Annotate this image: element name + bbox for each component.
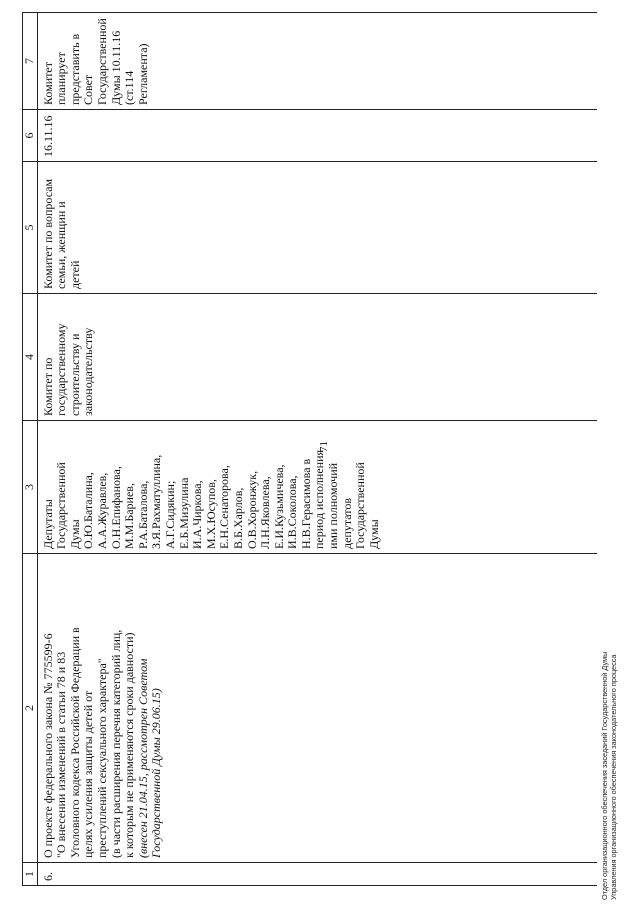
author-line: З.Я.Рахматуллина, xyxy=(149,454,164,549)
author-line: О.В.Хоронжук, xyxy=(244,470,259,549)
author-line: А.Г.Сидякин; xyxy=(162,480,177,549)
author-line: Думы xyxy=(67,519,82,549)
submission-note: Государственной Думы 29.06.15) xyxy=(149,688,164,858)
authors-cell xyxy=(37,421,597,554)
text-line: Уголовного кодекса Российской Федерации в xyxy=(67,627,82,858)
submission-note: (внесен 21.04.15, рассмотрен Советом xyxy=(135,658,150,858)
text-line: строительству и xyxy=(67,333,82,416)
header-col-1: 1 xyxy=(23,863,38,886)
header-col-4: 4 xyxy=(23,294,38,421)
plan-cell xyxy=(37,13,597,110)
author-line: М.М.Бариев, xyxy=(122,483,137,549)
text-line: целях усиления защиты детей от xyxy=(81,690,96,858)
text-line: "О внесении изменений в статьи 78 и 83 xyxy=(54,651,69,858)
text-line: законодательству xyxy=(81,327,96,416)
author-line: Н.В.Герасимова в xyxy=(298,458,313,549)
author-line: ими полномочий xyxy=(326,462,341,549)
text-line: представить в Совет xyxy=(67,33,96,105)
author-line: В.Б.Харлов, xyxy=(230,487,245,549)
author-line: Государственной xyxy=(54,462,69,549)
author-line: М.Х.Юсупов, xyxy=(203,479,218,549)
responsible-committee-cell xyxy=(37,294,597,421)
author-line: И.В.Соколова, xyxy=(285,475,300,549)
author-line: О.Н.Епифанова, xyxy=(108,466,123,549)
footer-line: Управления организационного обеспечения законодательного процесса xyxy=(609,654,618,900)
author-line: депутатов xyxy=(339,497,354,549)
authors-list xyxy=(42,425,382,549)
co-committee xyxy=(42,166,83,289)
bill-description-cell xyxy=(37,554,597,863)
author-line: И.А.Чиркова, xyxy=(190,480,205,549)
date-cell xyxy=(37,110,597,162)
landscape-sheet xyxy=(22,20,612,886)
header-col-6: 6 xyxy=(23,110,38,162)
text-line: О проекте федерального закона № 775599-6 xyxy=(40,633,55,858)
text-line: семьи, женщин и xyxy=(54,201,69,289)
responsible-committee xyxy=(42,298,96,416)
text-line: Думы 10.11.16 xyxy=(108,30,123,105)
author-line: О.Ю.Баталина, xyxy=(81,472,96,549)
author-line: Е.И.Кузьмичева, xyxy=(271,464,286,549)
table-row xyxy=(37,13,597,886)
author-line: Л.Н.Яковлева, xyxy=(258,476,273,549)
page-number: 71 xyxy=(318,441,330,452)
header-col-3: 3 xyxy=(23,421,38,554)
text-line: Комитет по вопросам xyxy=(40,178,55,289)
author-line: А.А.Журавлев, xyxy=(94,472,109,549)
date-value: 16.11.16 xyxy=(40,115,55,157)
header-col-5: 5 xyxy=(23,162,38,294)
text-line: государственному xyxy=(54,323,69,416)
header-row xyxy=(23,13,38,886)
row-number: 6. xyxy=(37,863,597,886)
plan-note xyxy=(42,17,151,105)
author-line: Думы xyxy=(366,519,381,549)
footer-line: Отдел организационного обеспечения заседаний Государственной Думы xyxy=(600,651,609,900)
author-line: Депутаты xyxy=(40,499,55,549)
text-line: детей xyxy=(67,260,82,289)
author-line: Е.Н.Сенаторова, xyxy=(217,465,232,549)
author-line: период исполнения xyxy=(312,449,327,549)
bills-table xyxy=(22,12,597,886)
text-line: к которым не применяются сроки давности) xyxy=(122,632,137,858)
text-line: (ст.114 Регламента) xyxy=(122,43,150,105)
text-line: преступлений сексуального характера" xyxy=(94,658,109,858)
text-line: Государственной xyxy=(94,18,109,105)
footer xyxy=(600,520,618,900)
co-committee-cell xyxy=(37,162,597,294)
text-line: (в части расширения перечня категорий лиц, xyxy=(108,629,123,858)
bill-description xyxy=(42,558,164,858)
author-line: Р.А.Баталова, xyxy=(135,480,150,549)
text-line: Комитет по xyxy=(40,357,55,416)
author-line: Е.Б.Мизулина xyxy=(176,477,191,549)
author-line: Государственной xyxy=(353,462,368,549)
header-col-7: 7 xyxy=(23,13,38,110)
header-col-2: 2 xyxy=(23,554,38,863)
text-line: Комитет планирует xyxy=(40,52,69,105)
